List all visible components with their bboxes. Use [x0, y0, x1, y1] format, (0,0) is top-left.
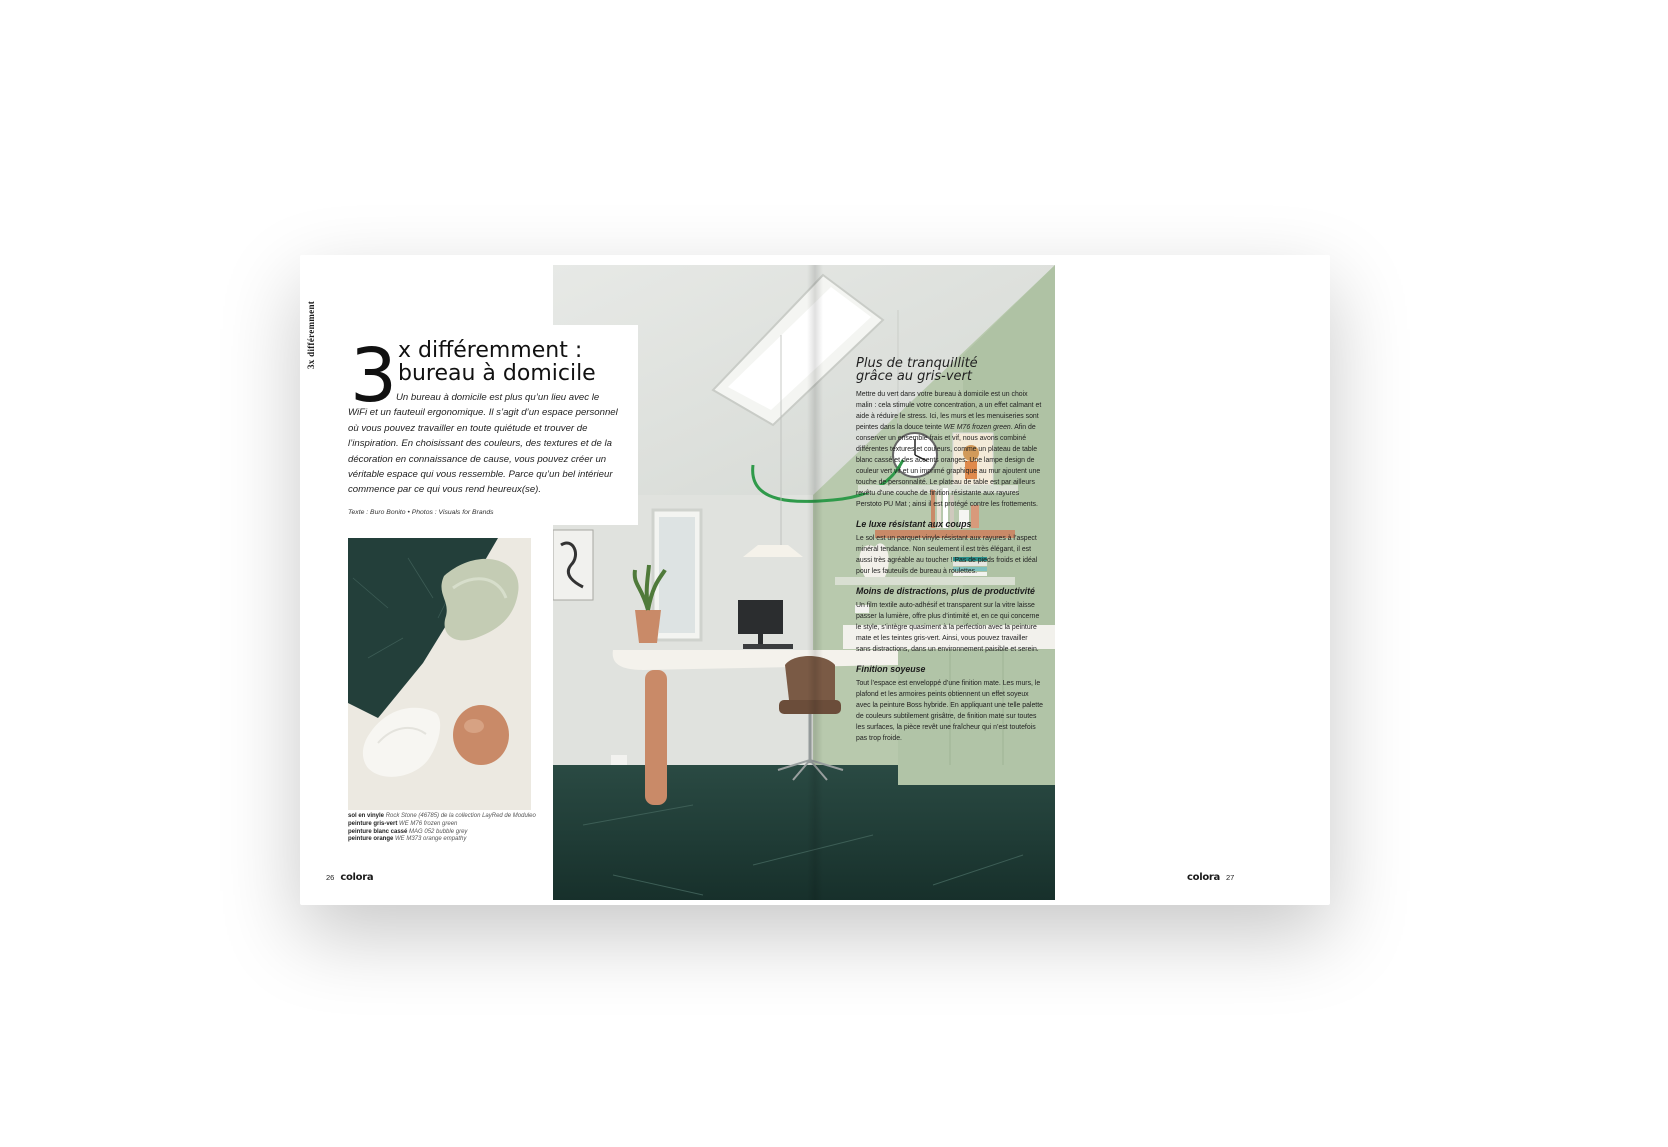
- article-title: [398, 339, 596, 385]
- caption-line: peinture gris-vert WE M76 frozen green: [348, 820, 458, 827]
- title-line-2: bureau à domicile: [398, 361, 596, 386]
- page-number: 26: [326, 873, 335, 882]
- intro-box: [336, 325, 638, 525]
- title-line-1: x différemment :: [398, 338, 583, 363]
- paragraph-2: Le sol est un parquet vinyle résistant aux rayures à l’aspect minéral tendance. Non seulement il est très élégant, il est aussi très agréable au toucher ! Pas de pieds froids et idéal pour les fauteuils de bureau à roulettes.: [856, 535, 1038, 575]
- subheading-2: Le luxe résistant aux coups: [856, 519, 972, 529]
- page-number: 27: [1225, 873, 1235, 882]
- swatch-illustration: [348, 538, 531, 810]
- subheading-4: Finition soyeuse: [856, 664, 926, 674]
- colora-logo: colora: [340, 872, 374, 883]
- paragraph-1: Mettre du vert dans votre bureau à domicile est un choix malin : cela stimule votre concentration, a un effet calmant et aide à réduire le stress. Ici, les murs et les menuiseries sont peintes dans la douce teinte WE M76 frozen green. Afin de conserver un ensemble frais et vif, nous avons combiné différentes textures et couleurs, comme un plateau de table blanc cassé et des accents oranges. Une lampe design de couleur vert vif et un imprimé graphique au mur ajoutent une touche de personnalité. Le plateau de table est par ailleurs revêtu d’une couche de finition résistante aux rayures Perstoto PU Mat ; ainsi il est protégé contre les frottements.: [856, 391, 1042, 508]
- right-folio: [1187, 872, 1234, 883]
- heading-line-2: grâce au gris-vert: [856, 369, 972, 384]
- caption-line: peinture blanc cassé MAG 052 bubble grey: [348, 828, 468, 835]
- intro-paragraph: [348, 390, 630, 498]
- left-folio: [326, 872, 373, 883]
- colora-logo: colora: [1187, 872, 1220, 883]
- right-heading: [856, 357, 1044, 383]
- swatch-caption: [348, 813, 548, 844]
- paragraph-4: Tout l’espace est enveloppé d’une finition mate. Les murs, le plafond et les armoires peints obtiennent un effet soyeux avec la peinture Boss hybride. En appliquant une telle palette de couleurs subtilement grisâtre, de finition mate sur toutes les surfaces, la pièce revêt une fraîcheur qui n’est toutefois pas trop froide.: [856, 680, 1043, 742]
- caption-line: sol en vinyle Rock Stone (46785) de la collection LayRed de Moduleo: [348, 813, 536, 819]
- heading-line-1: Plus de tranquillité: [856, 356, 978, 371]
- caption-line: peinture orange WE M373 orange empathy: [348, 836, 467, 843]
- magazine-spread: [300, 265, 1325, 900]
- section-tag: 3x différemment: [306, 300, 316, 369]
- subheading-3: Moins de distractions, plus de productivité: [856, 586, 1035, 596]
- material-swatch-image: [348, 538, 531, 810]
- paragraph-3: Un film textile auto-adhésif et transparent sur la vitre laisse passer la lumière, offre plus d’intimité et, en ce qui concerne le style, s’intègre quasiment à la perfection avec la peinture mate et les teintes gris-vert. Ainsi, vous pouvez travailler sans distractions, dans un environnement paisible et serein.: [856, 602, 1040, 653]
- title-number: 3: [350, 333, 398, 419]
- intro-first-line: Un bureau à domicile est plus qu’un lieu avec le: [396, 392, 600, 403]
- intro-rest: WiFi et un fauteuil ergonomique. Il s’agit d’un espace personnel où vous pouvez travailler en toute quiétude et trouver de l’inspiration. En choisissant des couleurs, des textures et de la décoration en connaissance de cause, vous pouvez créer un véritable espace qui vous ressemble. Parce qu’un bel intérieur commence par ce qui vous rend heureux(se).: [348, 407, 618, 496]
- right-article-column: [856, 357, 1044, 744]
- credits: Texte : Buro Bonito • Photos : Visuals for Brands: [348, 509, 494, 516]
